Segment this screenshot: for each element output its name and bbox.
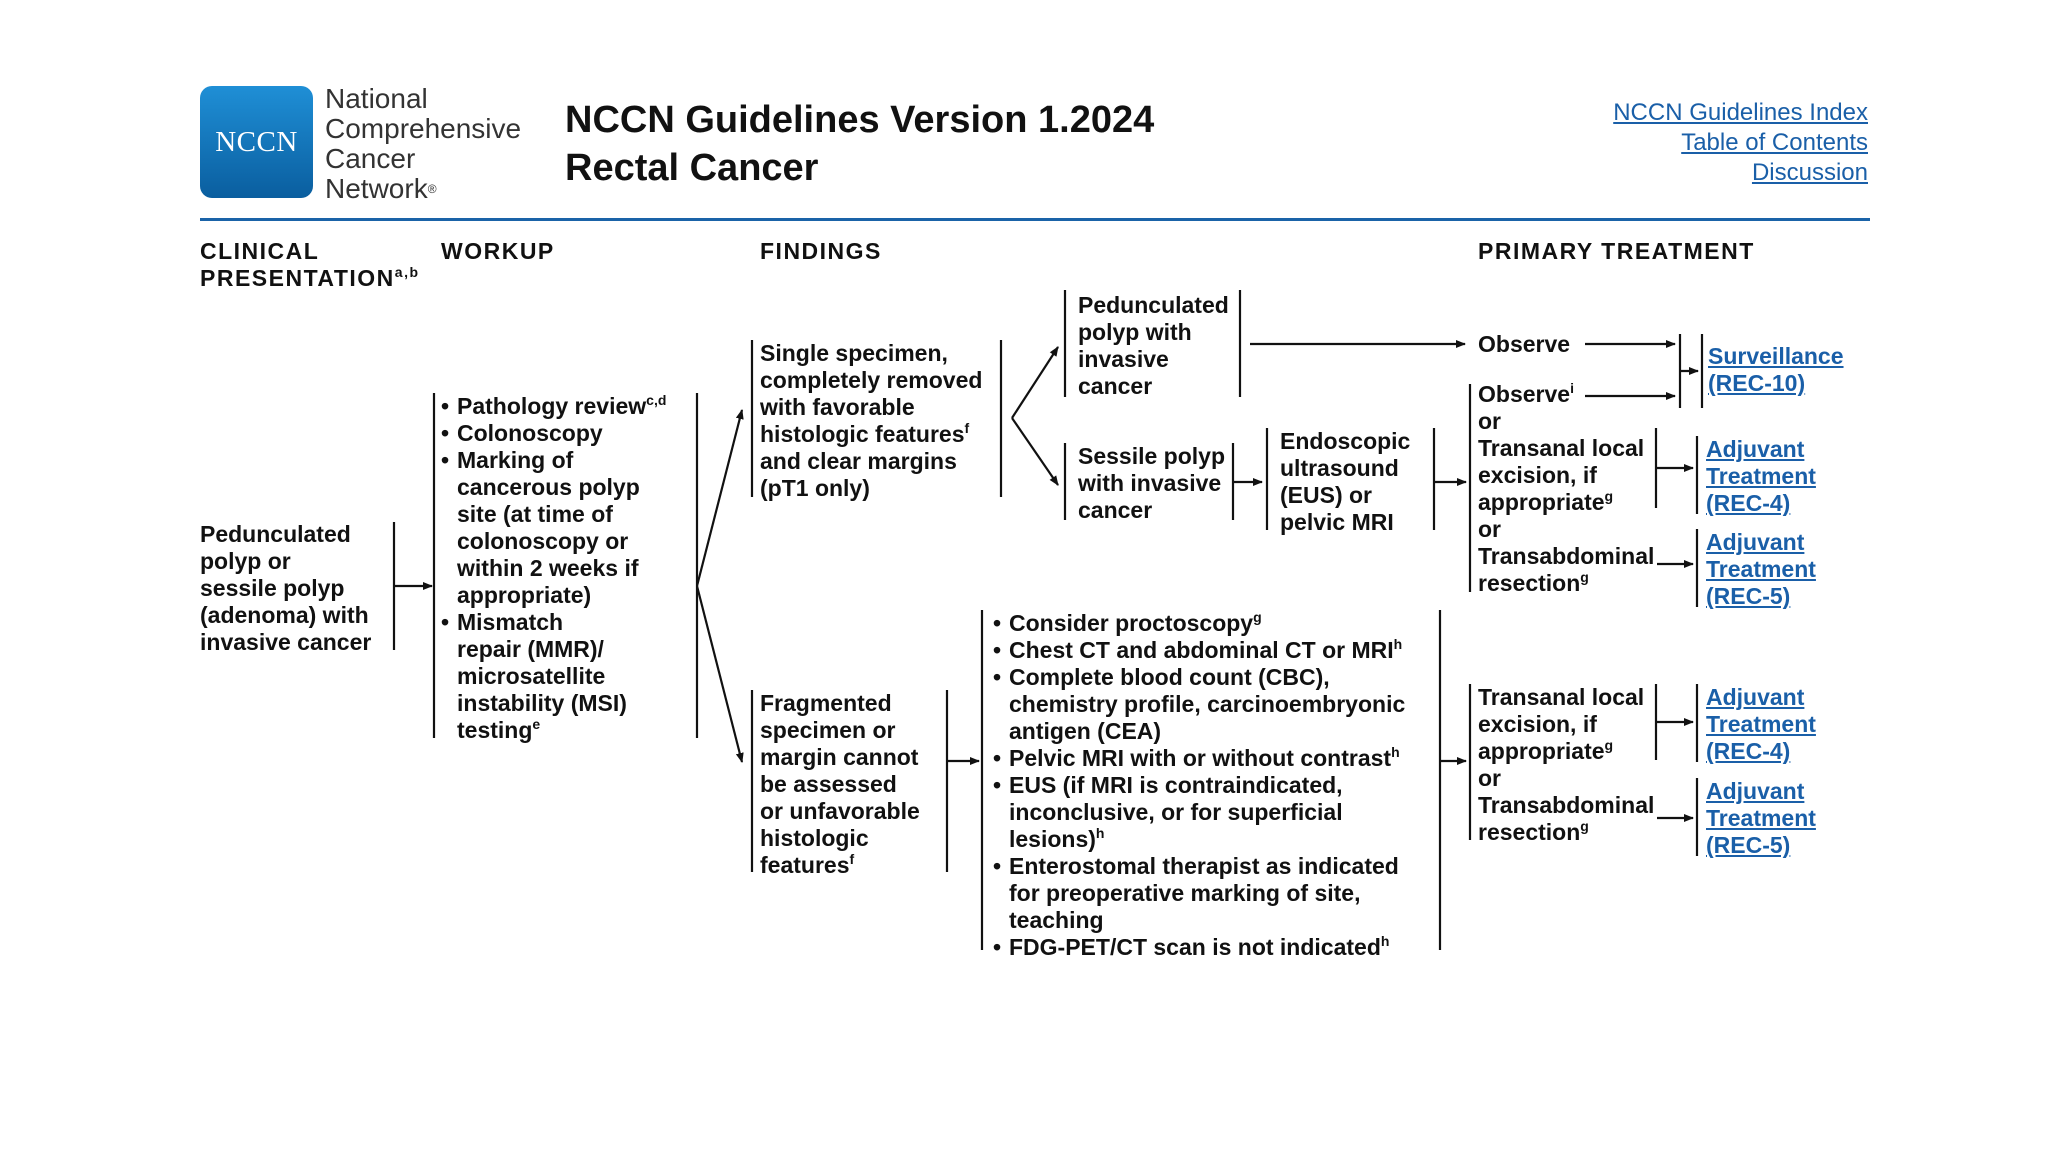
node-line: (pT1 only) [760, 475, 870, 501]
footnote-ref: i [1570, 380, 1574, 396]
treatment-line: excision, if [1478, 462, 1597, 488]
node-line: and clear margins [760, 448, 957, 474]
link-line[interactable]: (REC-5) [1706, 583, 1791, 609]
footnote-ref: h [1095, 825, 1105, 841]
node-line: invasive cancer [200, 629, 372, 655]
or-label: or [1478, 516, 1501, 542]
node-line: Single specimen, [760, 340, 948, 366]
node-line: Pedunculated [200, 521, 351, 547]
workup-item: • EUS (if MRI is contraindicated, [993, 772, 1405, 799]
workup-item-cont: colonoscopy or [457, 528, 629, 554]
workup-item-cont: chemistry profile, carcinoembryonic [1009, 691, 1406, 717]
link-line[interactable]: Treatment [1706, 463, 1816, 489]
link-line[interactable]: Adjuvant [1706, 778, 1805, 804]
workup-item: • Enterostomal therapist as indicated [993, 853, 1405, 880]
workup-item-cont: appropriate) [457, 582, 592, 608]
or-label: or [1478, 765, 1501, 791]
footnote-ref: h [1393, 636, 1403, 652]
workup-item-cont: antigen (CEA) [1009, 718, 1162, 744]
node-line: with favorable [760, 394, 915, 420]
footnote-ref: e [532, 716, 541, 732]
org-line: Cancer [325, 143, 416, 174]
node-line: invasive [1078, 346, 1169, 372]
node-line: pelvic MRI [1280, 509, 1394, 535]
node-line: Endoscopic [1280, 428, 1411, 454]
link-line[interactable]: (REC-4) [1706, 738, 1791, 764]
footnote-ref: h [1380, 933, 1390, 949]
org-line: Network [325, 173, 428, 204]
registered-mark: ® [427, 182, 437, 196]
node-line: histologic features [760, 421, 965, 447]
footnote-ref: h [1391, 744, 1400, 760]
link-line[interactable]: Adjuvant [1706, 436, 1805, 462]
connector-arrow [697, 586, 742, 762]
treatment-line: Observe [1478, 381, 1571, 407]
node-line: Pedunculated [1078, 292, 1229, 318]
footnote-ref: f [964, 420, 970, 436]
treatment-observe: Observe [1478, 331, 1571, 357]
node-line: cancer [1078, 373, 1153, 399]
workup-item-cont: for preoperative marking of site, [1009, 880, 1361, 906]
node-line: cancer [1078, 497, 1153, 523]
workup-item: • Complete blood count (CBC), [993, 664, 1405, 691]
node-line: Sessile polyp [1078, 443, 1226, 469]
org-line: National [325, 83, 428, 114]
node-line: specimen or [760, 717, 896, 743]
workup-item: • Marking of [441, 447, 666, 474]
node-line: (adenoma) with [200, 602, 369, 628]
footnote-ref: a,b [394, 264, 420, 280]
treatment-line: Transanal local [1478, 684, 1645, 710]
or-label: or [1478, 408, 1501, 434]
treatment-line: Transanal local [1478, 435, 1645, 461]
column-heading-primary-treatment: PRIMARY TREATMENT [1478, 238, 1755, 264]
column-heading-findings: FINDINGS [760, 238, 882, 264]
treatment-line: Transabdominal [1478, 792, 1655, 818]
node-line: or unfavorable [760, 798, 920, 824]
node-line: ultrasound [1280, 455, 1399, 481]
node-line: histologic [760, 825, 869, 851]
workup-item-cont: inconclusive, or for superficial [1009, 799, 1343, 825]
node-line: margin cannot [760, 744, 919, 770]
node-line: Fragmented [760, 690, 892, 716]
treatment-line: appropriate [1478, 738, 1605, 764]
workup-item-cont: instability (MSI) [457, 690, 627, 716]
link-line[interactable]: (REC-10) [1708, 370, 1806, 396]
workup-item-cont: within 2 weeks if [457, 555, 639, 581]
node-line: polyp or [200, 548, 291, 574]
workup-item-cont: teaching [1009, 907, 1104, 933]
logo-text: NCCN [215, 125, 298, 158]
node-line: with invasive [1078, 470, 1222, 496]
node-line: features [760, 852, 850, 878]
heading-line: CLINICAL [200, 238, 320, 264]
treatment-line: Transabdominal [1478, 543, 1655, 569]
link-line[interactable]: Treatment [1706, 556, 1816, 582]
workup-item: FDG-PET/CT scan is not indicated [1009, 934, 1381, 960]
node-line: (EUS) or [1280, 482, 1372, 508]
workup-item: Consider proctoscopy [1009, 610, 1254, 636]
workup-item: • Colonoscopy [441, 420, 666, 447]
workup-item-cont: lesions) [1009, 826, 1096, 852]
link-line[interactable]: Adjuvant [1706, 684, 1805, 710]
workup-item-cont: site (at time of [457, 501, 613, 527]
connector-arrow [697, 410, 742, 586]
footnote-ref: g [1580, 569, 1589, 585]
workup-item: Chest CT and abdominal CT or MRI [1009, 637, 1394, 663]
footnote-ref: g [1604, 488, 1614, 504]
column-heading-workup: WORKUP [441, 238, 555, 264]
node-line: polyp with [1078, 319, 1192, 345]
table-of-contents-link[interactable]: Table of Contents [1681, 129, 1868, 156]
connector-arrow [1012, 347, 1058, 418]
discussion-link[interactable]: Discussion [1751, 159, 1868, 186]
treatment-line: resection [1478, 570, 1581, 596]
workup-item: • Mismatch [441, 609, 666, 636]
title-topic: Rectal Cancer [565, 147, 819, 189]
node-line: completely removed [760, 367, 983, 393]
workup-item-cont: testing [457, 717, 533, 743]
link-line[interactable]: Treatment [1706, 711, 1816, 737]
link-line[interactable]: Treatment [1706, 805, 1816, 831]
footnote-ref: g [1604, 737, 1614, 753]
connector-arrow [1012, 418, 1058, 485]
treatment-line: resection [1478, 819, 1581, 845]
node-line: be assessed [760, 771, 897, 797]
link-line[interactable]: Surveillance [1708, 343, 1844, 369]
link-line[interactable]: (REC-4) [1706, 490, 1791, 516]
guidelines-index-link[interactable]: NCCN Guidelines Index [1613, 99, 1868, 126]
workup-item-cont: cancerous polyp [457, 474, 640, 500]
workup-item-cont: repair (MMR)/ [457, 636, 604, 662]
treatment-line: appropriate [1478, 489, 1605, 515]
workup-item: Pelvic MRI with or without contrast [1009, 745, 1392, 771]
node-line: sessile polyp [200, 575, 345, 601]
footnote-ref: f [849, 851, 855, 867]
heading-line: PRESENTATION [200, 265, 395, 291]
org-line: Comprehensive [325, 113, 522, 144]
footnote-ref: g [1580, 818, 1589, 834]
workup-item-cont: microsatellite [457, 663, 606, 689]
footnote-ref: c,d [646, 392, 667, 408]
treatment-line: excision, if [1478, 711, 1597, 737]
link-line[interactable]: Adjuvant [1706, 529, 1805, 555]
link-line[interactable]: (REC-5) [1706, 832, 1791, 858]
title-version: NCCN Guidelines Version 1.2024 [565, 99, 1155, 141]
workup-item: Pathology review [457, 393, 647, 419]
footnote-ref: g [1253, 609, 1262, 625]
